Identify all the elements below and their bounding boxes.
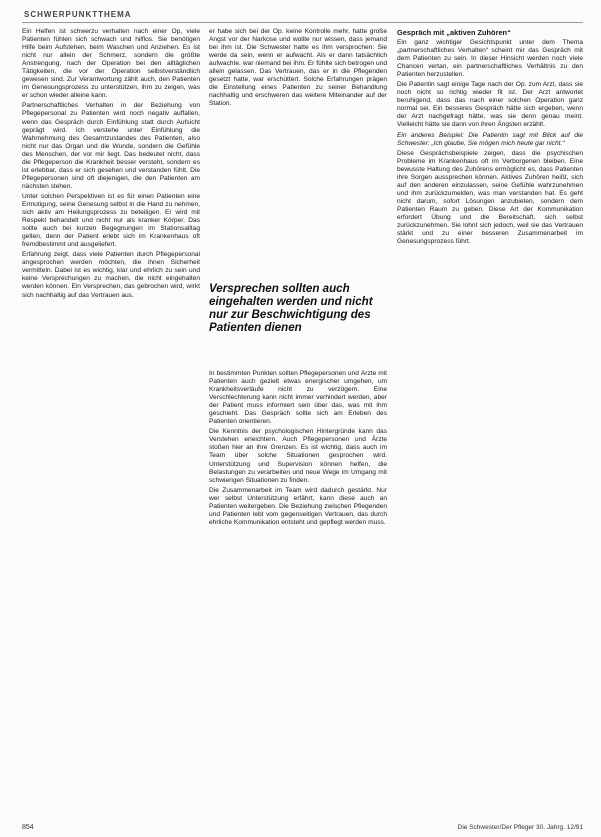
- paragraph: Diese Gesprächsbeispiele zeigen, dass die psychischen Probleme im Krankenhaus oft im Verborgenen bleiben. Eine bewusste Haltung des Zuhörens ermöglicht es, dass Patienten ihre Sorgen aussprechen können. Aktives Zuhören heißt, sich auf den anderen einzulassen, seine Gefühle wahrzunehmen und ihm zurückzumelden, was man verstanden hat. Es geht nicht darum, sofort Lösungen anzubieten, sondern dem Patienten Raum zu geben. Diese Art der Kommunikation erfordert Übung und die Bereitschaft, sich selbst zurückzunehmen. Sie lohnt sich jedoch, weil sie das Vertrauen stärkt und zu einer besseren Zusammenarbeit im Genesungsprozess führt.: [397, 149, 583, 246]
- paragraph-italic: Ein anderes Beispiel: Die Patientin sagt mit Blick auf die Schwester: „Ich glaube, Sie mögen mich heute gar nicht.“: [397, 131, 583, 147]
- paragraph: Die Patientin sagt einige Tage nach der Op. zum Arzt, dass sie noch nicht so richtig wieder fit ist. Der Arzt antwortet beruhigend, dass das nach einer solchen Operation ganz normal sei. Ein besseres Gespräch hätte sich ergeben, wenn der Arzt nachgefragt hätte, was sie denn genau meint. Vielleicht hätte sie dann von ihren Ängsten erzählt.: [397, 81, 583, 129]
- paragraph: Ein ganz wichtiger Gesichtspunkt unter dem Thema „partnerschaftliches Verhalten“ scheint mir das Gespräch mit dem Patienten zu sein. In dieser Hinsicht werden noch viele Chancen vertan, ein partnerschaftliches Verhältnis zu den Patienten herzustellen.: [397, 39, 583, 79]
- section-label: SCHWERPUNKTTHEMA: [24, 10, 132, 19]
- column-3: [397, 28, 583, 808]
- paragraph: Die Kenntnis der psychologischen Hintergründe kann das Verstehen erleichtern. Auch Pflegepersonen und Ärzte stoßen hier an ihre Grenzen. Es ist wichtig, dass auch im Team über solche Situationen gesprochen wird. Unterstützung und Supervision können helfen, die Belastungen zu verarbeiten und neue Wege im Umgang mit schwierigen Situationen zu finden.: [209, 428, 387, 484]
- paragraph: Die Zusammenarbeit im Team wird dadurch gestärkt. Nur wer selbst Unterstützung erfährt, kann diese auch an Patienten weitergeben. Die Beziehung zwischen Pflegenden und Patienten lebt vom gegenseitigen Vertrauen, das durch ehrliche Kommunikation entsteht und gepflegt werden muss.: [209, 486, 387, 526]
- header-rule: [22, 22, 583, 23]
- paragraph: In bestimmten Punkten sollten Pflegepersonen und Ärzte mit Patienten auch gezielt etwas energischer umgehen, um Krankheitsverläufe nicht zu verzögern. Eine Verschlechterung kann nicht immer verhindert werden, aber der Patient muss informiert sein über das, was mit ihm geschieht. Das Gespräch sollte sich am Erleben des Patienten orientieren.: [209, 370, 387, 426]
- paragraph: Erfahrung zeigt, dass viele Patienten durch Pflegepersonal angesprochen werden möchten, die ihnen Sicherheit vermitteln. Dabei ist es wichtig, klar und ehrlich zu sein und keine Versprechungen zu machen, die nicht eingehalten werden können. Ein Versprechen, das gebrochen wird, wirkt sich nachhaltig auf das Vertrauen aus.: [22, 251, 200, 299]
- subheading: Gespräch mit „aktiven Zuhören“: [397, 28, 511, 37]
- source-line: Die Schwester/Der Pfleger 30. Jahrg. 12/91: [457, 824, 583, 831]
- paragraph: er habe sich bei der Op. keine Kontrolle mehr, hatte große Angst vor der Narkose und wollte nur wissen, dass jemand bei ihm ist. Die Schwester hatte es ihm versprochen: Sie werde da sein, wenn er aufwacht. Als er dann tatsächlich aufwachte, war niemand bei ihm. Er fühlte sich betrogen und allein gelassen. Das Vertrauen, das er in die Pflegenden gesetzt hatte, war erschüttert. Solche Erfahrungen prägen die Einstellung eines Patienten zu seiner Behandlung nachhaltig und erschweren das weitere Miteinander auf der Station.: [209, 28, 387, 108]
- column-2-bottom: [209, 370, 387, 810]
- pull-quote: Versprechen sollten auch eingehalten werden und nicht nur zur Beschwichtigung des Patienten dienen: [209, 282, 373, 334]
- column-1: [22, 28, 200, 808]
- paragraph: Ein Helfen ist schwerzu verhalten nach einer Op, viele Patienten fühlen sich schwach und hilflos. Sie benötigen Hilfe beim Aufstehen, beim Waschen und Anziehen. Es ist nicht nur allein der Schmerz, sondern die größte Anstrengung, nach der Operation bei den alltäglichen Tätigkeiten, die vor der Operation selbstverständlich gewesen sind. Zur Verantwortung zählt auch, den Patienten im Genesungsprozess zu unterstützen, ihm zu zeigen, was er schon wieder alleine kann.: [22, 28, 200, 100]
- paragraph: Partnerschaftliches Verhalten in der Beziehung von Pflegepersonal zu Patienten wird noch negativ auffallen, wenn das Gespräch durch Einfühlung statt durch Aufsicht geprägt wird. Ich verstehe unter Einfühlung die Wahrnehmung des Gesamtzustandes des Patienten, also nicht nur das Organ und die Wunde, sondern die Gefühle des Menschen, der vor mir liegt. Das bedeutet nicht, dass die Pflegeperson die Krankheit besser versteht, sondern es ist erlebbar, dass er sich gesehen und verstanden fühlt. Die Pflegepersonen sind oft diejenigen, die den Patienten am nächsten stehen.: [22, 102, 200, 190]
- page-number: 854: [22, 824, 34, 831]
- column-2-top: [209, 28, 387, 258]
- paragraph: Unter solchen Perspektiven ist es für einen Patienten eine Ermutigung, seine Genesung selbst in die Hand zu nehmen, sich aktiv am Heilungsprozess zu beteiligen. Er wird mit Respekt behandelt und nicht nur als kranker Körper. Das sollte auch bei kurzen Begegnungen im Stationsalltag gelten, denn der Patient erlebt sich im Krankenhaus oft fremdbestimmt und ausgeliefert.: [22, 192, 200, 249]
